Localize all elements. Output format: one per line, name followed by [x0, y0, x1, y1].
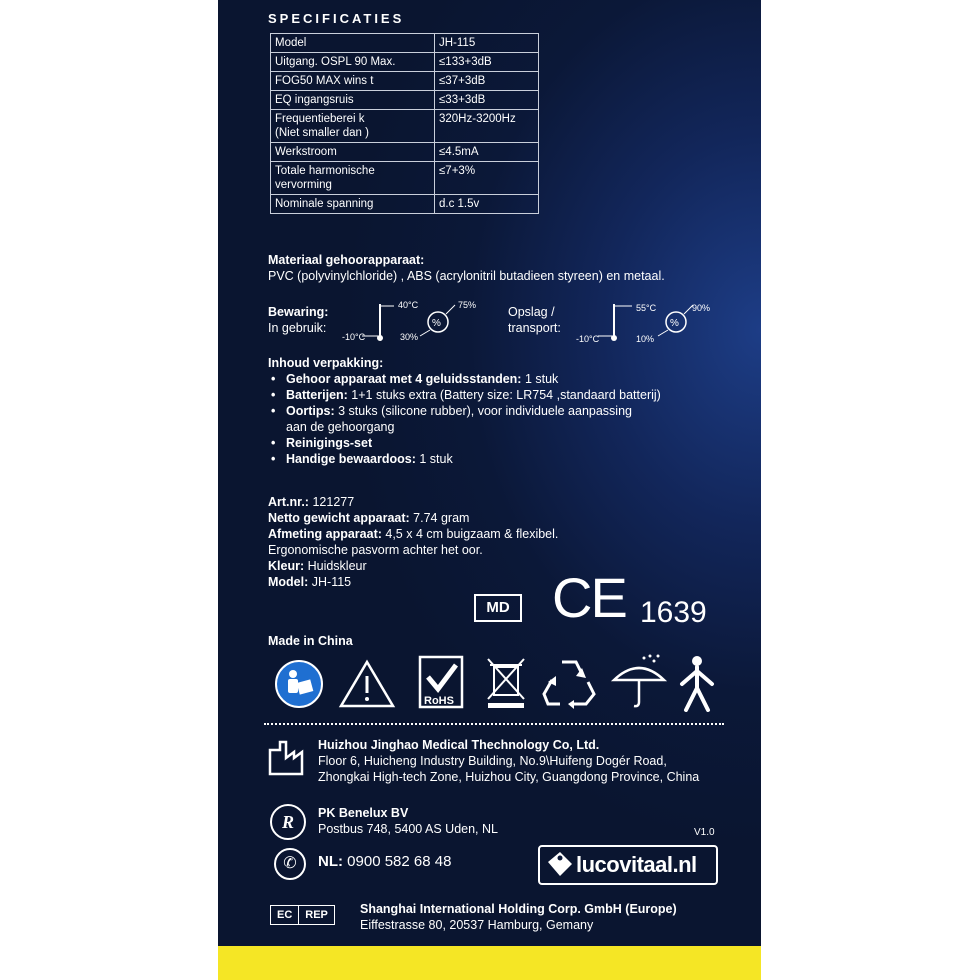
recycle-icon	[540, 656, 598, 710]
divider	[264, 723, 724, 725]
type-b-applied-part-icon	[676, 654, 718, 712]
yellow-stripe	[218, 946, 761, 980]
spec-value: ≤33+3dB	[435, 91, 539, 110]
version: V1.0	[694, 827, 715, 838]
use-hmin: 30%	[400, 332, 419, 342]
manufacturer-factory-icon	[268, 740, 304, 776]
net-weight: Netto gewicht apparaat: 7.74 gram	[268, 511, 470, 525]
spec-row	[271, 72, 539, 91]
ce-number: 1639	[640, 596, 707, 629]
tag-icon	[544, 850, 574, 880]
brand-logo	[538, 845, 718, 885]
spec-table	[270, 33, 539, 214]
distributor-logo-icon: R	[270, 804, 306, 840]
manufacturer-line1: Floor 6, Huicheng Industry Building, No.9\Huifeng Dogér Road,	[318, 754, 667, 768]
use-hmax: 75%	[458, 300, 477, 310]
spec-value: 320Hz-3200Hz	[435, 110, 539, 143]
md-mark-icon: MD	[474, 594, 522, 622]
spec-value: ≤133+3dB	[435, 53, 539, 72]
spec-row	[271, 34, 539, 53]
manufacturer-line2: Zhongkai High-tech Zone, Huizhou City, Guangdong Province, China	[318, 770, 700, 784]
transport-tmin: -10°C	[576, 334, 600, 344]
material-block	[268, 252, 665, 284]
ergonomics: Ergonomische pasvorm achter het oor.	[268, 543, 483, 557]
spec-value: JH-115	[435, 34, 539, 53]
transport-hmin: 10%	[636, 334, 655, 344]
contents-item: • Oortips: 3 stuks (silicone rubber), voor individuele aanpassing	[268, 403, 661, 419]
ec-label: EC	[271, 906, 299, 924]
spec-row	[271, 53, 539, 72]
transport-label	[508, 304, 561, 336]
svg-text:%: %	[432, 318, 441, 329]
svg-text:%: %	[670, 318, 679, 329]
contents-item: aan de gehoorgang	[286, 420, 395, 434]
spec-value: ≤7+3%	[435, 162, 539, 195]
phone-number: 0900 582 68 48	[343, 853, 452, 870]
contents-title: Inhoud verpakking:	[268, 356, 384, 370]
manufacturer-name: Huizhou Jinghao Medical Thechnology Co, Ltd.	[318, 738, 600, 752]
contents-item: • Reinigings-set	[268, 435, 661, 451]
use-tmax: 40°C	[398, 300, 419, 310]
spec-value: d.c 1.5v	[435, 195, 539, 214]
spec-value: ≤37+3dB	[435, 72, 539, 91]
transport-tmax: 55°C	[636, 303, 657, 313]
keep-dry-umbrella-icon	[610, 652, 668, 710]
spec-row	[271, 91, 539, 110]
contents-list	[268, 371, 661, 467]
rep-label: REP	[305, 909, 328, 921]
ec-rep-block	[360, 901, 677, 933]
ec-rep-badge	[270, 905, 335, 925]
manufacturer-block	[318, 737, 699, 785]
contents-block	[268, 355, 661, 467]
spec-key: Werkstroom	[271, 143, 435, 162]
spec-key: Uitgang. OSPL 90 Max.	[271, 53, 435, 72]
contents-item: • Batterijen: 1+1 stuks extra (Battery size: LR754 ,standaard batterij)	[268, 387, 661, 403]
ec-rep-address: Eiffestrasse 80, 20537 Hamburg, Gemany	[360, 918, 594, 932]
spec-key: EQ ingangsruis	[271, 91, 435, 110]
spec-title: SPECIFICATIES	[268, 11, 405, 26]
svg-text:RoHS: RoHS	[424, 695, 454, 707]
spec-key: Model	[271, 34, 435, 53]
ec-rep-name: Shanghai International Holding Corp. GmbH (Europe)	[360, 902, 677, 916]
phone-icon: ✆	[274, 848, 306, 880]
material-label: Materiaal gehoorapparaat:	[268, 253, 425, 267]
weee-bin-icon	[484, 655, 528, 711]
phone-label: NL:	[318, 853, 343, 870]
spec-key: Totale harmonische vervorming	[271, 162, 435, 195]
use-label-title: Bewaring:	[268, 305, 329, 319]
packaging-panel	[218, 0, 761, 980]
contents-item: • Handige bewaardoos: 1 stuk	[268, 451, 661, 467]
consult-instructions-icon	[274, 659, 324, 709]
spec-row	[271, 162, 539, 195]
phone-line	[318, 853, 451, 870]
distributor-block	[318, 805, 498, 837]
spec-key: FOG50 MAX wins t	[271, 72, 435, 91]
distributor-address: Postbus 748, 5400 AS Uden, NL	[318, 822, 498, 836]
use-tmin: -10°C	[342, 332, 366, 342]
spec-value: ≤4.5mA	[435, 143, 539, 162]
transport-label-title: Opslag /	[508, 305, 555, 319]
transport-hmax: 90%	[692, 303, 711, 313]
spec-row	[271, 143, 539, 162]
rohs-icon	[418, 655, 466, 711]
product-info	[268, 494, 558, 590]
spec-key: Frequentieberei k (Niet smaller dan )	[271, 110, 435, 143]
warning-icon	[338, 659, 396, 709]
brand-text: lucovitaal.nl	[576, 852, 697, 877]
made-in: Made in China	[268, 634, 353, 648]
distributor-name: PK Benelux BV	[318, 806, 409, 820]
art-number: Art.nr.: 121277	[268, 495, 355, 509]
contents-item: • Gehoor apparaat met 4 geluidsstanden: 1 stuk	[268, 371, 661, 387]
spec-key: Nominale spanning	[271, 195, 435, 214]
product-color: Kleur: Huidskleur	[268, 559, 367, 573]
ce-mark-icon: CE	[552, 566, 626, 629]
spec-row	[271, 110, 539, 143]
spec-row	[271, 195, 539, 214]
use-label	[268, 304, 328, 336]
dimensions: Afmeting apparaat: 4,5 x 4 cm buigzaam & flexibel.	[268, 527, 559, 541]
material-text: PVC (polyvinylchloride) , ABS (acrylonitril butadieen styreen) en metaal.	[268, 269, 665, 283]
transport-label-sub: transport:	[508, 321, 561, 335]
use-label-sub: In gebruik:	[268, 321, 327, 335]
product-model: Model: JH-115	[268, 575, 352, 589]
